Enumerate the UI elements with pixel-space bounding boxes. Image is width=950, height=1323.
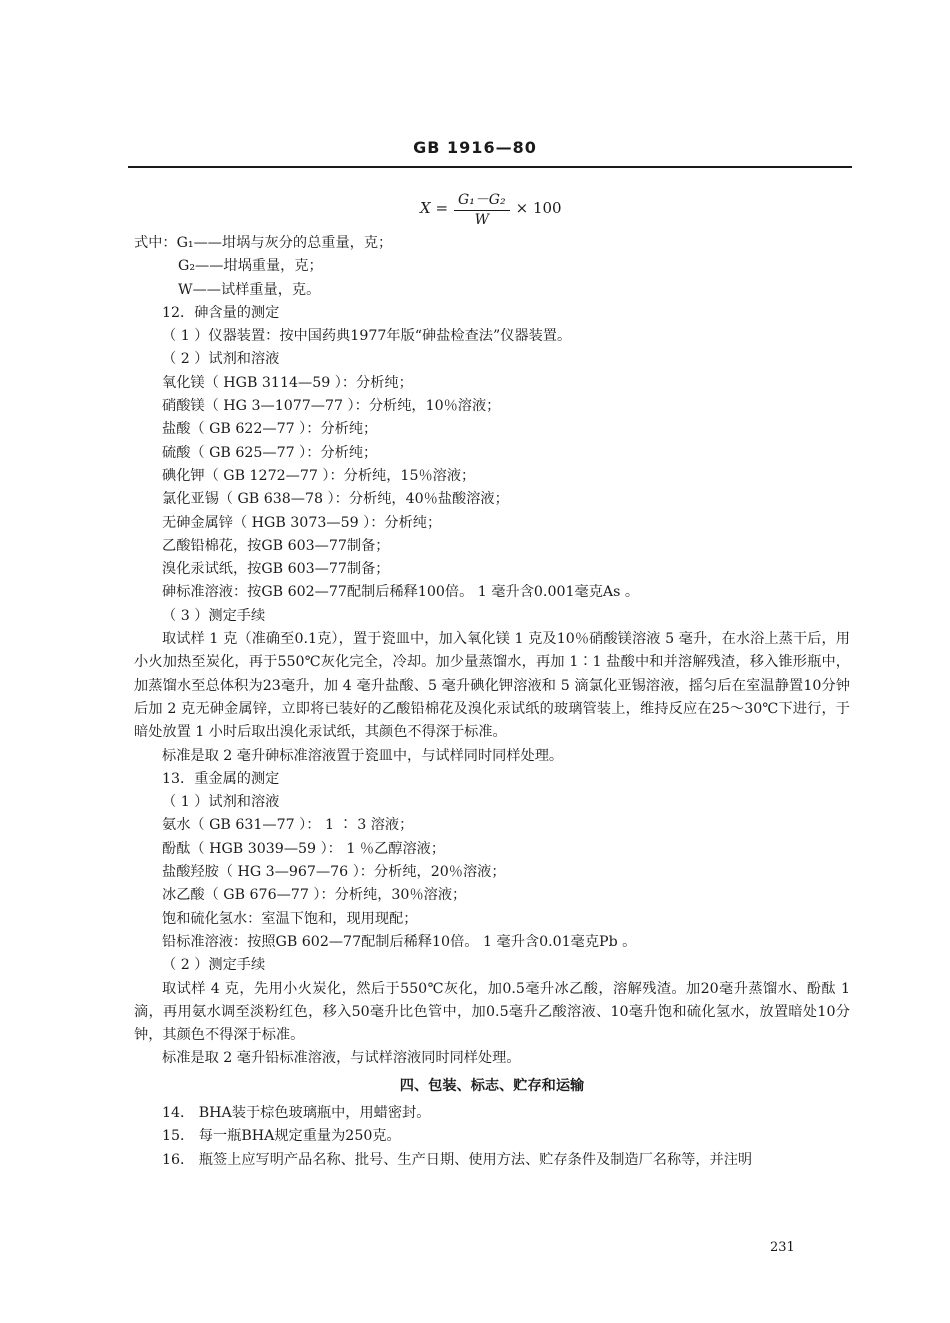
text-line: G₂——坩埚重量，克； bbox=[178, 258, 323, 275]
reagent-line: 氨水（ GB 631—77 ）： 1 ∶ 3 溶液； bbox=[162, 817, 414, 834]
subsection-heading: （ 1 ）试剂和溶液 bbox=[162, 794, 280, 811]
formula-denominator: W bbox=[474, 211, 489, 228]
reagent-line: 乙酸铅棉花，按GB 603—77制备； bbox=[162, 537, 390, 554]
reagent-line: 硫酸（ GB 625—77 ）：分析纯； bbox=[162, 444, 378, 461]
reagent-line: 冰乙酸（ GB 676—77 ）：分析纯，30％溶液； bbox=[162, 887, 467, 904]
subsection-heading: （ 3 ）测定手续 bbox=[162, 607, 266, 624]
reagent-line: 溴化汞试纸，按GB 603—77制备； bbox=[162, 561, 390, 578]
procedure-paragraph: 取试样 4 克，先用小火炭化，然后于550℃灰化，加0.5毫升冰乙酸，溶解残渣。加20毫升蒸馏水、酚酞 1 滴，再用氨水调至淡粉红色，移入50毫升比色管中，加0.5毫升乙酸溶液、10毫升饱和硫化氢水，放置暗处10分钟，其颜色不得深于标准。 bbox=[134, 980, 850, 1044]
section-heading-12: 12．砷含量的测定 bbox=[162, 304, 280, 321]
reagent-line: 砷标准溶液：按GB 602—77配制后稀释100倍。 1 毫升含0.001毫克As 。 bbox=[162, 584, 640, 601]
text-line: 标准是取 2 毫升砷标准溶液置于瓷皿中，与试样同时同样处理。 bbox=[162, 747, 564, 764]
text-line: 14． BHA装于棕色玻璃瓶中，用蜡密封。 bbox=[162, 1104, 431, 1121]
reagent-line: 硝酸镁（ HG 3—1077—77 ）：分析纯，10％溶液； bbox=[162, 398, 501, 415]
reagent-line: 铅标准溶液：按照GB 602—77配制后稀释10倍。 1 毫升含0.01毫克Pb 。 bbox=[162, 933, 637, 950]
reagent-line: 无砷金属锌（ HGB 3073—59 ）：分析纯； bbox=[162, 514, 442, 531]
text-line: 式中：G₁——坩埚与灰分的总重量，克； bbox=[134, 235, 393, 251]
reagent-line: 盐酸羟胺（ HG 3—967—76 ）：分析纯，20％溶液； bbox=[162, 864, 506, 881]
subsection-heading: （ 2 ）测定手续 bbox=[162, 957, 266, 974]
reagent-line: 氯化亚锡（ GB 638—78 ）：分析纯，40％盐酸溶液； bbox=[162, 491, 509, 508]
text-line: 16． 瓶签上应写明产品名称、批号、生产日期、使用方法、贮存条件及制造厂名称等，并注明 bbox=[162, 1151, 753, 1168]
text-line: 标准是取 2 毫升铅标准溶液，与试样溶液同时同样处理。 bbox=[162, 1050, 521, 1067]
formula-lhs: X = bbox=[420, 199, 449, 217]
reagent-line: 酚酞（ HGB 3039—59 ）： 1 ％乙醇溶液； bbox=[162, 840, 446, 857]
subsection-heading: （ 2 ）试剂和溶液 bbox=[162, 351, 280, 368]
text-line: （ 1 ）仪器装置：按中国药典1977年版“砷盐检查法”仪器装置。 bbox=[162, 328, 572, 345]
reagent-line: 盐酸（ GB 622—77 ）：分析纯； bbox=[162, 421, 378, 438]
reagent-line: 氧化镁（ HGB 3114—59 ）：分析纯； bbox=[162, 374, 413, 391]
page-number: 231 bbox=[770, 1240, 795, 1255]
formula bbox=[420, 188, 562, 228]
reagent-line: 碘化钾（ GB 1272—77 ）：分析纯，15％溶液； bbox=[162, 467, 476, 484]
text-line: 15． 每一瓶BHA规定重量为250克。 bbox=[162, 1128, 401, 1145]
header-rule bbox=[128, 166, 852, 168]
document-body bbox=[134, 232, 850, 1172]
document-header: GB 1916—80 bbox=[413, 138, 537, 157]
section-heading-13: 13．重金属的测定 bbox=[162, 770, 280, 787]
procedure-paragraph: 取试样 1 克（准确至0.1克），置于瓷皿中，加入氧化镁 1 克及10％硝酸镁溶液 5 毫升，在水浴上蒸干后，用小火加热至炭化，再于550℃灰化完全，冷却。加少量蒸馏水，再加 1∶1 盐酸中和并溶解残渣，移入锥形瓶中，加蒸馏水至总体积为23毫升，加 4 毫升盐酸、5 毫升碘化钾溶液和 5 滴氯化亚锡溶液，摇匀后在室温静置10分钟后加 2 克无砷金属锌，立即将已装好的乙酸铅棉花及溴化汞试纸的玻璃管装上，维持反应在25～30℃下进行，于暗处放置 1 小时后取出溴化汞试纸，其颜色不得深于标准。 bbox=[134, 631, 850, 741]
formula-fraction bbox=[454, 189, 510, 228]
reagent-line: 饱和硫化氢水：室温下饱和，现用现配； bbox=[162, 910, 418, 927]
formula-multiplier: × 100 bbox=[515, 199, 562, 217]
formula-numerator: G₁－G₂ bbox=[454, 189, 510, 211]
chapter-heading: 四、包装、标志、贮存和运输 bbox=[399, 1077, 585, 1094]
text-line: W——试样重量，克。 bbox=[178, 281, 321, 298]
